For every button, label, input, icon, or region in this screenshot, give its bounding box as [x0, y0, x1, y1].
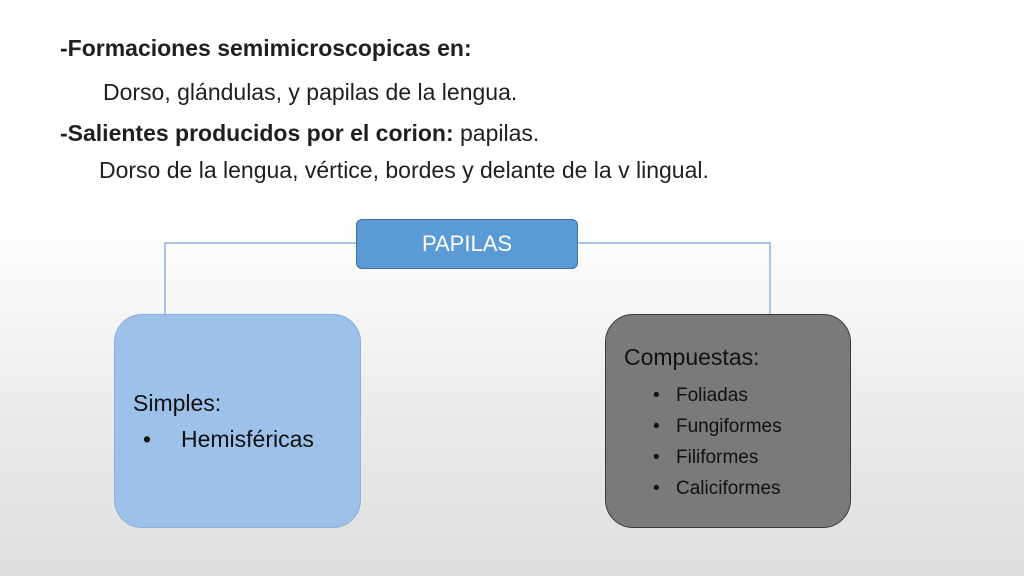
heading-formaciones: -Formaciones semimicroscopicas en:	[60, 35, 472, 61]
bullet-icon: •	[653, 416, 660, 437]
connector-right	[578, 243, 770, 314]
papilas-root-label: PAPILAS	[421, 231, 513, 256]
heading-salientes-rest: papilas.	[453, 120, 540, 146]
compound-node-title: Compuestas:	[624, 344, 760, 370]
compound-node-list	[653, 380, 782, 504]
list-item	[653, 411, 782, 442]
heading-salientes-bold: -Salientes producidos por el corion:	[60, 120, 454, 146]
bullet-icon: •	[653, 478, 660, 499]
list-item	[653, 442, 782, 473]
simple-node-title: Simples:	[133, 390, 222, 416]
bullet-icon: •	[143, 426, 152, 452]
simple-node-item	[143, 426, 314, 453]
connector-left	[165, 243, 356, 314]
list-item	[653, 380, 782, 411]
bullet-icon: •	[653, 447, 660, 468]
text-dorso-lengua: Dorso de la lengua, vértice, bordes y delante de la v lingual.	[99, 157, 709, 183]
compound-item-label: Foliadas	[676, 385, 748, 406]
list-item	[653, 473, 782, 504]
compound-item-label: Filiformes	[676, 447, 759, 468]
papilas-root-node	[356, 219, 578, 269]
text-dorso-glandulas: Dorso, glándulas, y papilas de la lengua.	[103, 79, 518, 105]
simple-node	[114, 314, 361, 528]
compound-item-label: Caliciformes	[676, 478, 781, 499]
simple-item-label: Hemisféricas	[181, 426, 314, 452]
compound-item-label: Fungiformes	[676, 416, 782, 437]
bullet-icon: •	[653, 385, 660, 406]
